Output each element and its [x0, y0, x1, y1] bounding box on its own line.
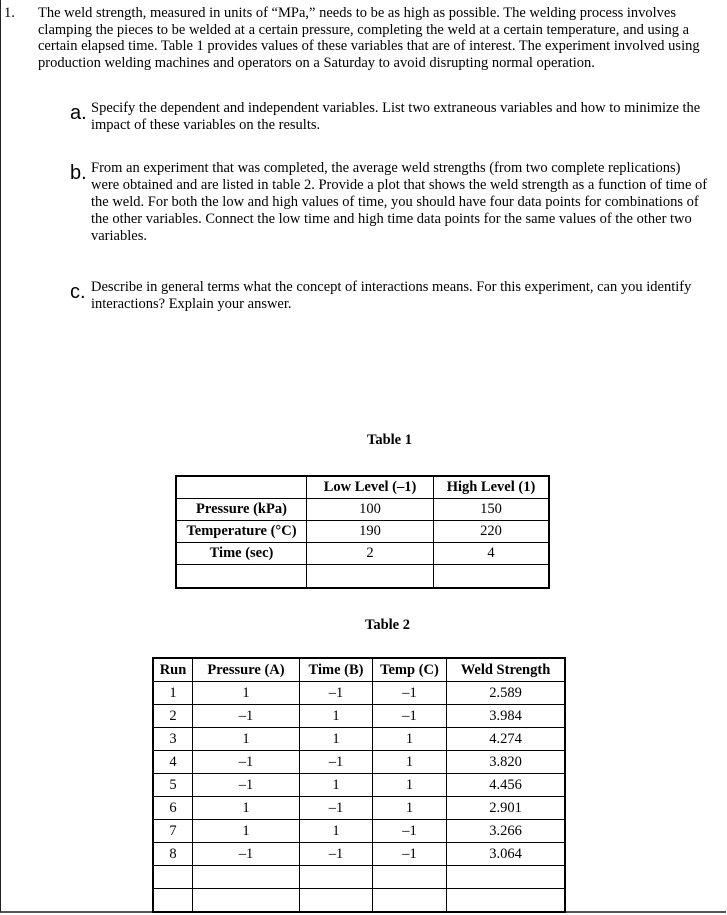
table1-header-empty [176, 476, 307, 499]
table2-row [153, 728, 565, 751]
table1-row-label: Pressure (kPa) [176, 499, 307, 521]
table2-row [153, 820, 565, 843]
table2-temp-cell: 1 [373, 797, 447, 820]
table1-empty-cell [176, 565, 307, 589]
table1-empty-row [176, 565, 549, 589]
table2-run-cell: 8 [153, 843, 193, 866]
part-a-letter: a. [70, 102, 87, 124]
table2-empty-cell [153, 889, 193, 913]
table1-empty-cell [434, 565, 550, 589]
table2-strength-cell: 3.266 [447, 820, 566, 843]
table2-time-cell: –1 [300, 797, 373, 820]
table2-row [153, 751, 565, 774]
table1-low-value: 190 [307, 521, 434, 543]
table2-row [153, 797, 565, 820]
table2-header-weld-strength: Weld Strength [447, 658, 566, 682]
table2-time-cell: 1 [300, 705, 373, 728]
table2-run-cell: 6 [153, 797, 193, 820]
table2-time-cell: –1 [300, 682, 373, 705]
table1-row [176, 499, 549, 521]
table2-run-cell: 4 [153, 751, 193, 774]
table2-strength-cell: 2.589 [447, 682, 566, 705]
table2-header-temp: Temp (C) [373, 658, 447, 682]
table2-row [153, 705, 565, 728]
table2-empty-cell [373, 889, 447, 913]
table2-time-cell: 1 [300, 728, 373, 751]
part-a-text: Specify the dependent and independent variables. List two extraneous variables and how to minimize the impact of these variables on the results. [91, 100, 701, 133]
table2-run-cell: 5 [153, 774, 193, 797]
table2-time-cell: 1 [300, 820, 373, 843]
table2-time-cell: –1 [300, 843, 373, 866]
table2-pressure-cell: 1 [193, 682, 300, 705]
part-c-letter: c. [70, 281, 86, 303]
part-c-text: Describe in general terms what the concept of interactions means. For this experiment, can you identify interactions? Explain your answer. [91, 279, 692, 312]
question-text: The weld strength, measured in units of “MPa,” needs to be as high as possible. The welding process involves clamping the pieces to be welded at a certain pressure, completing the weld at a certain temperature, and using a certain elapsed time. Table 1 provides values of these variables that are of interest. The experiment involved using production welding machines and operators on a Saturday to avoid disrupting normal operation. [38, 5, 700, 71]
table2-empty-row [153, 889, 565, 913]
table2-empty-cell [193, 866, 300, 889]
table2-empty-cell [153, 866, 193, 889]
table1-high-value: 220 [434, 521, 550, 543]
table2-empty-cell [300, 866, 373, 889]
table1-low-value: 2 [307, 543, 434, 565]
table2-run-cell: 3 [153, 728, 193, 751]
table2-time-cell: –1 [300, 751, 373, 774]
table2-header-run: Run [153, 658, 193, 682]
table2-temp-cell: –1 [373, 705, 447, 728]
table2-empty-cell [447, 889, 566, 913]
table2-row [153, 774, 565, 797]
table2-row [153, 843, 565, 866]
table2-strength-cell: 4.456 [447, 774, 566, 797]
table2-empty-cell [193, 889, 300, 913]
part-b-text: From an experiment that was completed, the average weld strengths (from two complete replications) were obtained and are listed in table 2. Provide a plot that shows the weld strength as a function of time of the weld. For both the low and high values of time, you should have four data points for combinations of the other variables. Connect the low time and high time data points for the same values of the other two variables. [91, 160, 708, 244]
table2-temp-cell: –1 [373, 843, 447, 866]
table1-header-high: High Level (1) [434, 476, 550, 499]
table1-high-value: 150 [434, 499, 550, 521]
table1-high-value: 4 [434, 543, 550, 565]
table2-pressure-cell: 1 [193, 728, 300, 751]
table2-pressure-cell: –1 [193, 751, 300, 774]
table2-strength-cell: 4.274 [447, 728, 566, 751]
table2-pressure-cell: 1 [193, 820, 300, 843]
table2-header-row [153, 658, 565, 682]
table2-row [153, 682, 565, 705]
table1-row-label: Time (sec) [176, 543, 307, 565]
table1-header-row [176, 476, 549, 499]
table1-empty-cell [307, 565, 434, 589]
table2 [152, 657, 566, 913]
table1-row [176, 521, 549, 543]
table2-strength-cell: 3.064 [447, 843, 566, 866]
table2-time-cell: 1 [300, 774, 373, 797]
table2-pressure-cell: –1 [193, 705, 300, 728]
table2-header-pressure: Pressure (A) [193, 658, 300, 682]
part-b-letter: b. [70, 162, 87, 184]
table1-header-low: Low Level (–1) [307, 476, 434, 499]
table2-temp-cell: –1 [373, 682, 447, 705]
table1 [175, 475, 550, 589]
table1-caption: Table 1 [367, 432, 412, 448]
table2-run-cell: 2 [153, 705, 193, 728]
table2-pressure-cell: 1 [193, 797, 300, 820]
table2-run-cell: 7 [153, 820, 193, 843]
table2-temp-cell: 1 [373, 751, 447, 774]
question-number: 1. [4, 5, 15, 21]
table2-header-time: Time (B) [300, 658, 373, 682]
table1-row [176, 543, 549, 565]
table2-empty-cell [300, 889, 373, 913]
table2-empty-cell [447, 866, 566, 889]
table2-caption: Table 2 [365, 617, 410, 633]
table2-temp-cell: –1 [373, 820, 447, 843]
table2-run-cell: 1 [153, 682, 193, 705]
table2-strength-cell: 3.984 [447, 705, 566, 728]
table2-pressure-cell: –1 [193, 774, 300, 797]
table2-empty-cell [373, 866, 447, 889]
table2-empty-row [153, 866, 565, 889]
table2-temp-cell: 1 [373, 728, 447, 751]
table1-row-label: Temperature (°C) [176, 521, 307, 543]
table2-strength-cell: 3.820 [447, 751, 566, 774]
table2-temp-cell: 1 [373, 774, 447, 797]
table1-low-value: 100 [307, 499, 434, 521]
table2-pressure-cell: –1 [193, 843, 300, 866]
table2-strength-cell: 2.901 [447, 797, 566, 820]
